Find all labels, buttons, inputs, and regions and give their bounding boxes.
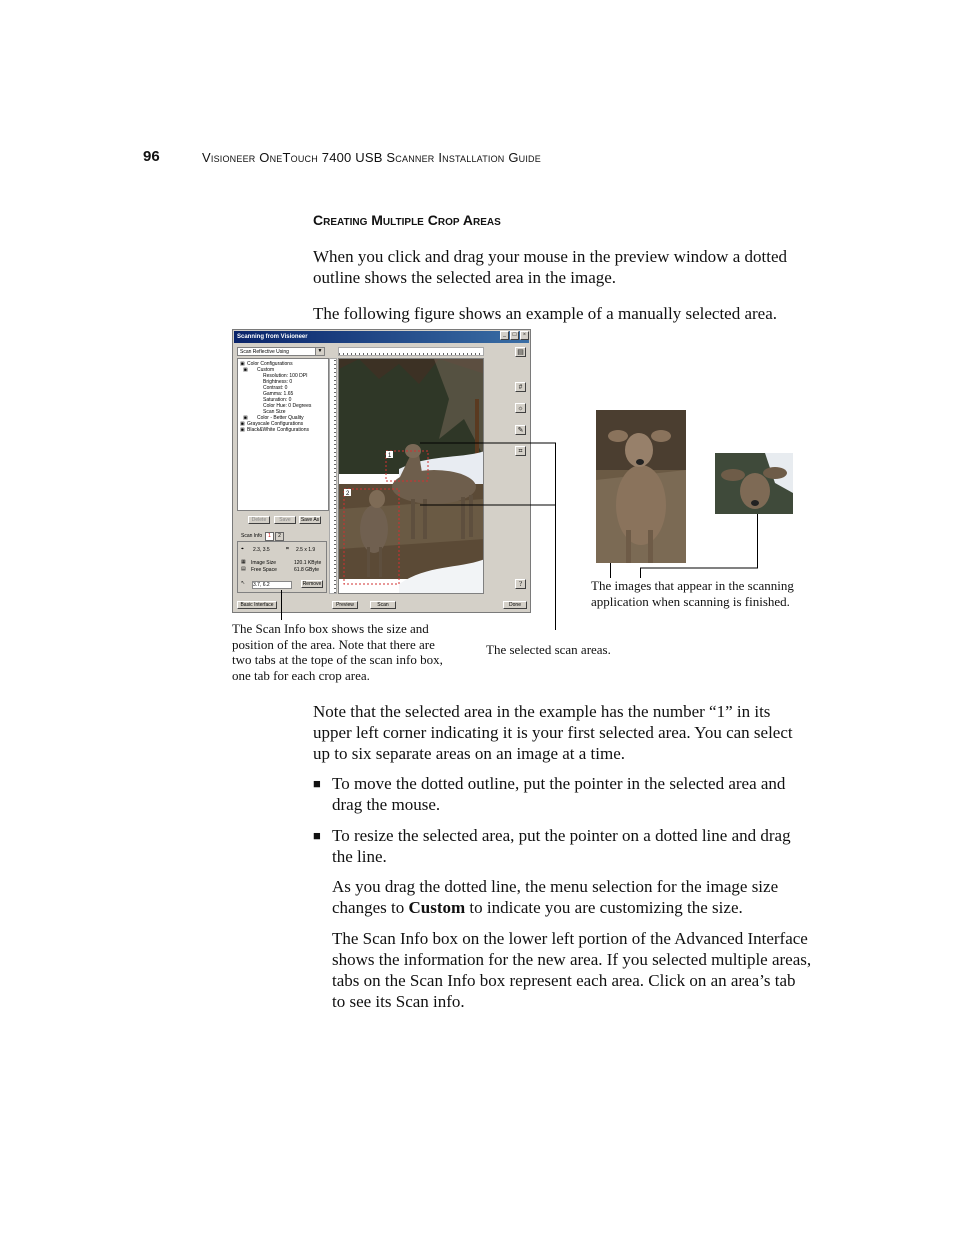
position-icon: ⌖ (241, 546, 244, 552)
size-value: 2.5 x 1.9 (296, 547, 316, 553)
tree-item[interactable]: Saturation: 0 (263, 397, 292, 403)
scan-info-tab-1[interactable]: 1 (265, 532, 274, 541)
tree-item[interactable]: Contrast: 0 (263, 385, 288, 391)
bullet-marker: ■ (313, 776, 321, 791)
free-space-icon: ▤ (241, 566, 246, 572)
minimize-icon[interactable]: _ (500, 331, 509, 340)
scan-button[interactable]: Scan (370, 601, 396, 609)
caption-scan-info: The Scan Info box shows the size and position of the area. Note that there are two tabs at the tope of the scan info box, one tab for each crop area. (232, 621, 443, 683)
tree-item[interactable]: Color Configurations (247, 361, 293, 367)
bullet-move (313, 773, 813, 815)
coordinate-field[interactable]: 3.7, 6.2 (252, 581, 292, 589)
delete-button[interactable]: Delete (248, 516, 270, 524)
custom-term: Custom (408, 898, 466, 917)
tree-item[interactable]: Brightness: 0 (263, 379, 293, 385)
bullet-text: To resize the selected area, put the pointer on a dotted line and drag the line. (332, 826, 791, 866)
remove-button[interactable]: Remove (302, 581, 322, 587)
configuration-tree[interactable]: ▣ Color Configurations ▣ Custom Resolution: 100 DPI Brightness: 0 Contrast: 0 Gamma: 1.65 Saturation: 0 Color Hue: 0 Degrees Scan Size ▣ Color - Better Quality ▣ Grayscale Configurations ▣ Black&White Configurations (237, 358, 329, 511)
bullet-marker: ■ (313, 828, 321, 843)
image-size-value: 120.1 KByte (294, 560, 322, 566)
save-button[interactable]: Save (274, 516, 296, 524)
toolbar-open-icon[interactable]: ▤ (515, 347, 526, 357)
grid-icon[interactable]: # (515, 382, 526, 392)
free-space-label: Free Space (251, 567, 277, 573)
pointer-icon: ↖ (241, 580, 246, 586)
tree-item[interactable]: Grayscale Configurations (247, 421, 304, 427)
scan-info-label: Scan Info (241, 533, 263, 539)
bullet-resize (313, 825, 813, 867)
basic-interface-button[interactable]: Basic Interface (237, 601, 277, 609)
pen-icon[interactable]: ✎ (515, 425, 526, 435)
area-label-1: 1 (388, 453, 392, 459)
position-value: 2.3, 3.5 (253, 547, 270, 553)
tree-item[interactable]: Color Hue: 0 Degrees (263, 403, 312, 409)
image-size-icon: ▦ (241, 559, 246, 565)
note-paragraph: Note that the selected area in the example has the number “1” in its upper left corner indicating it is your first selected area. You can select up to six separate areas on an image at a time. (313, 702, 793, 763)
caption-result-images: The images that appear in the scanning application when scanning is finished. (591, 578, 794, 609)
section-heading: Creating Multiple Crop Areas (313, 212, 501, 228)
tree-item[interactable]: Black&White Configurations (247, 427, 309, 433)
done-button[interactable]: Done (503, 601, 527, 609)
chevron-down-icon: ▼ (315, 348, 324, 355)
running-title: Visioneer OneTouch 7400 USB Scanner Installation Guide (202, 150, 541, 165)
tree-item[interactable]: Gamma: 1.65 (263, 391, 294, 397)
custom-paragraph: As you drag the dotted line, the menu selection for the image size changes to Custom to indicate you are customizing the size. (332, 877, 779, 917)
caption-selected-areas: The selected scan areas. (486, 642, 611, 657)
scan-info-tab-2[interactable]: 2 (275, 532, 284, 541)
image-size-label: Image Size (251, 560, 277, 566)
free-space-value: 61.8 GByte (294, 567, 320, 573)
crop-icon[interactable]: ⌗ (515, 446, 526, 456)
tree-item[interactable]: Custom (257, 367, 275, 373)
scan-using-dropdown[interactable]: Scan Reflective Using ▼ (237, 347, 325, 356)
brightness-icon[interactable]: ☼ (515, 403, 526, 413)
scan-info-paragraph: The Scan Info box on the lower left portion of the Advanced Interface shows the information for the new area. If you selected multiple areas, tabs on the Scan Info box represent each area. Click on an area’s tab to see its Scan info. (332, 929, 812, 1011)
maximize-icon[interactable]: □ (510, 331, 519, 340)
page-number: 96 (143, 148, 160, 165)
tree-item[interactable]: Scan Size (263, 409, 286, 415)
close-icon[interactable]: × (520, 331, 529, 340)
area-label-2: 2 (346, 491, 350, 497)
tree-item[interactable]: Color - Better Quality (257, 415, 304, 421)
intro-paragraph: When you click and drag your mouse in the preview window a dotted outline shows the selected area in the image. (313, 247, 787, 287)
size-icon: ⌗ (286, 546, 289, 552)
bullet-text: To move the dotted outline, put the pointer in the selected area and drag the mouse. (332, 774, 786, 814)
save-as-button[interactable]: Save As (300, 517, 320, 523)
window-title: Scanning from Visioneer (234, 331, 529, 343)
figure-intro-paragraph: The following figure shows an example of a manually selected area. (313, 304, 778, 323)
preview-button[interactable]: Preview (332, 601, 358, 609)
tree-item[interactable]: Resolution: 100 DPI (263, 373, 308, 379)
help-icon[interactable]: ? (515, 579, 526, 589)
